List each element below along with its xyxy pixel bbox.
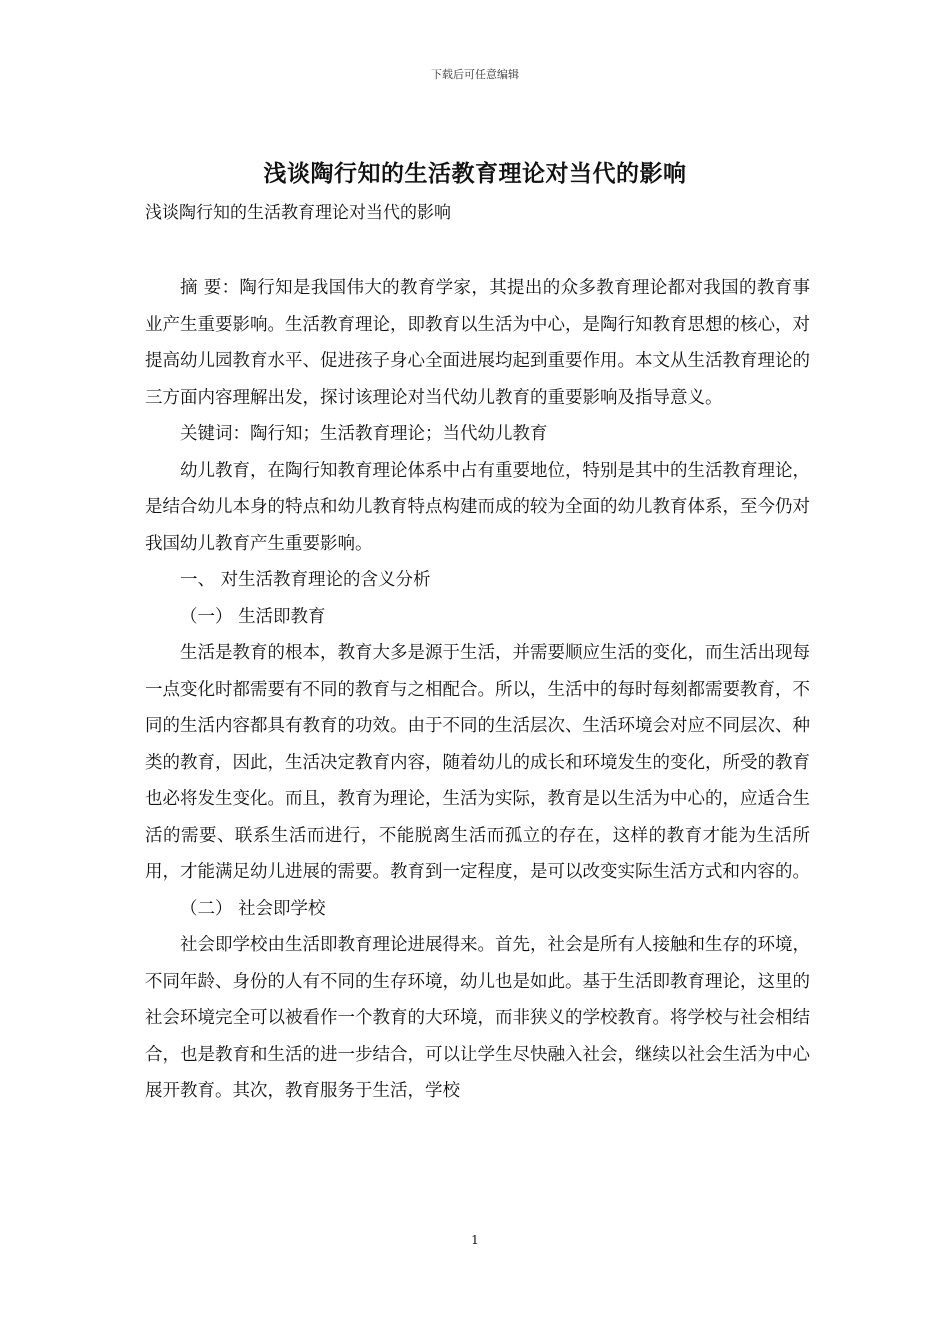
section-heading-1: 一、 对生活教育理论的含义分析 xyxy=(180,570,431,590)
subsection-heading-2: （二） 社会即学校 xyxy=(180,898,326,919)
document-title: 浅谈陶行知的生活教育理论对当代的影响 xyxy=(263,160,687,187)
document-subtitle: 浅谈陶行知的生活教育理论对当代的影响 xyxy=(145,203,451,223)
abstract-paragraph: 摘 要：陶行知是我国伟大的教育学家，其提出的众多教育理论都对我国的教育事业产生重要影响。生活教育理论，即教育以生活为中心，是陶行知教育思想的核心，对提高幼儿园教育水平、促进孩子身心全面进展均起到重要作用。本文从生活教育理论的三方面内容理解出发，探讨该理论对当代幼儿教育的重要影响及指导意义。 xyxy=(145,278,810,408)
body-paragraph-2: 社会即学校由生活即教育理论进展得来。首先，社会是所有人接触和生存的环境，不同年龄、身份的人有不同的生存环境，幼儿也是如此。基于生活即教育理论，这里的社会环境完全可以被看作一个教育的大环境，而非狭义的学校教育。将学校与社会相结合，也是教育和生活的进一步结合，可以让学生尽快融入社会，继续以社会生活为中心展开教育。其次，教育服务于生活，学校 xyxy=(145,935,810,1101)
subsection-heading-1: （一） 生活即教育 xyxy=(180,606,326,627)
intro-paragraph: 幼儿教育，在陶行知教育理论体系中占有重要地位，特别是其中的生活教育理论，是结合幼儿本身的特点和幼儿教育特点构建而成的较为全面的幼儿教育体系，至今仍对我国幼儿教育产生重要影响。 xyxy=(145,460,810,554)
page-number: 1 xyxy=(471,1233,479,1247)
keywords-paragraph: 关键词：陶行知；生活教育理论；当代幼儿教育 xyxy=(180,424,548,444)
body-paragraph-1: 生活是教育的根本，教育大多是源于生活，并需要顺应生活的变化，而生活出现每一点变化时都需要有不同的教育与之相配合。所以，生活中的每时每刻都需要教育，不同的生活内容都具有教育的功效。由于不同的生活层次、生活环境会对应不同层次、种类的教育，因此，生活决定教育内容，随着幼儿的成长和环境发生的变化，所受的教育也必将发生变化。而且，教育为理论，生活为实际，教育是以生活为中心的，应适合生活的需要、联系生活而进行，不能脱离生活而孤立的存在，这样的教育才能为生活所用，才能满足幼儿进展的需要。教育到一定程度，是可以改变实际生活方式和内容的。 xyxy=(145,643,810,882)
header-note: 下载后可任意编辑 xyxy=(431,68,519,81)
document-body xyxy=(145,270,810,1110)
